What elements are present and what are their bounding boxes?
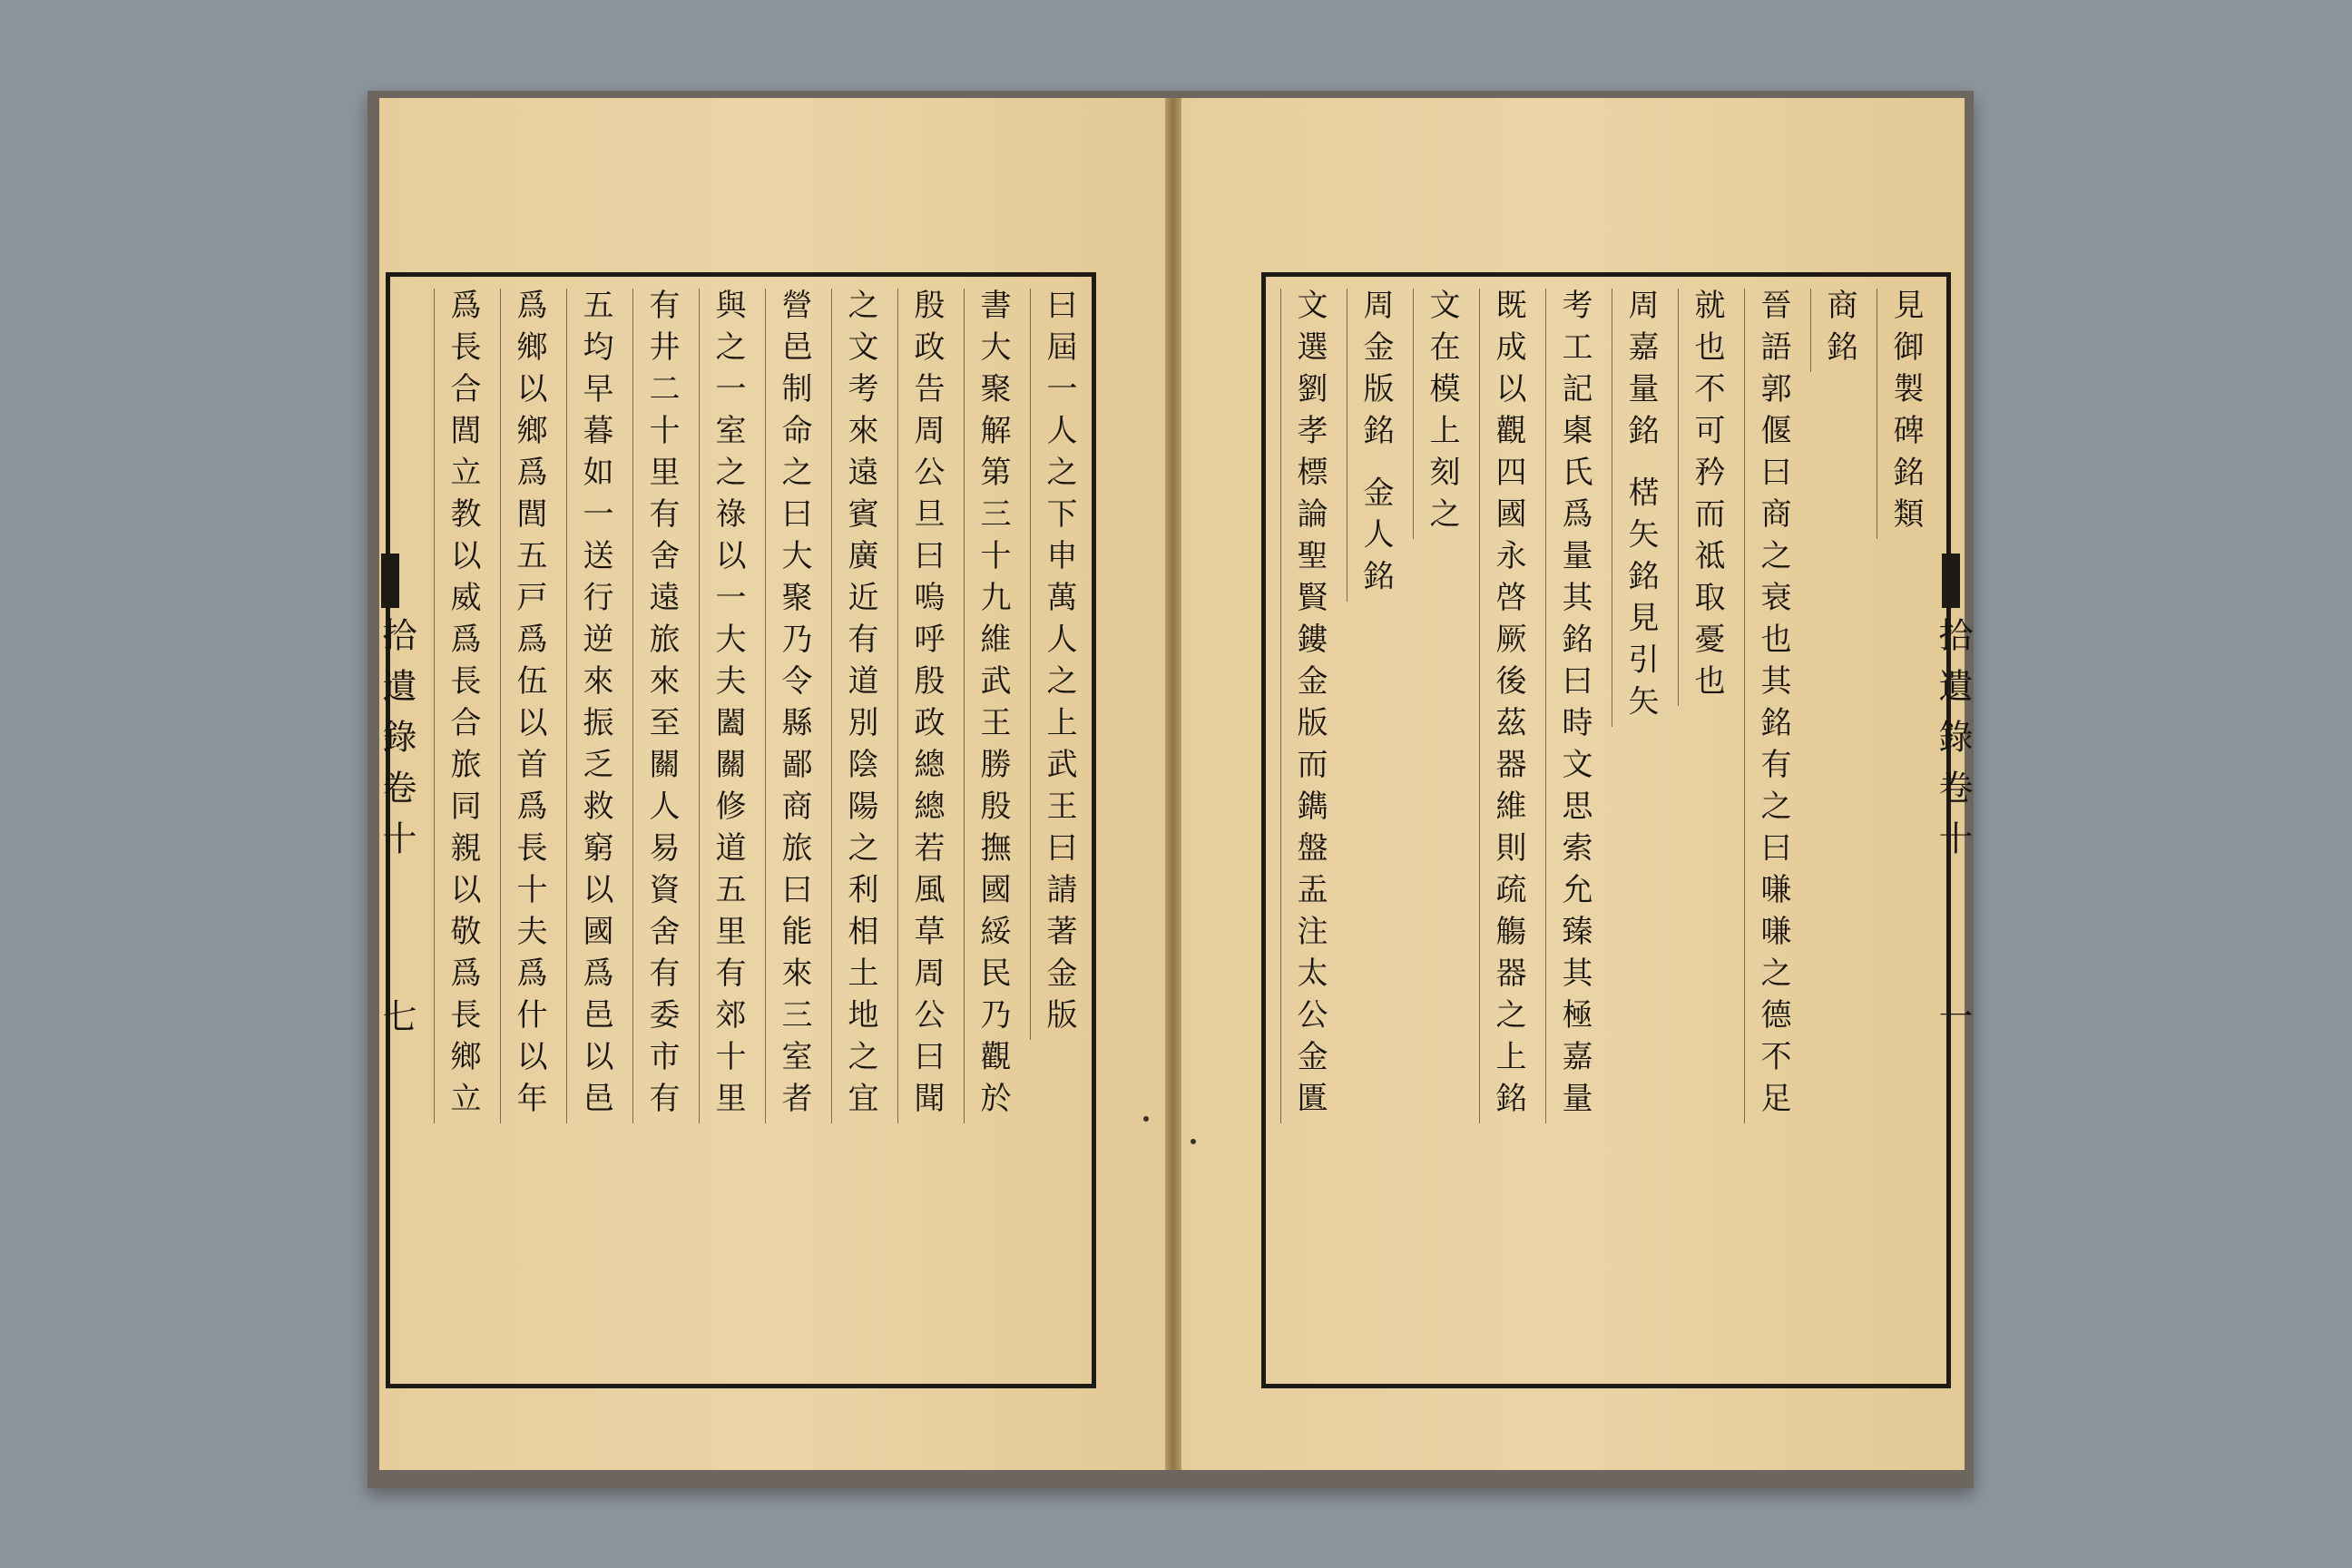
binding-hole xyxy=(1191,1139,1196,1144)
left-column-8: 五均早暮如一送行逆來振乏救窮以國爲邑以邑 xyxy=(566,289,623,1123)
left-column-10: 爲長合閭立教以威爲長合旅同親以敬爲長鄉立 xyxy=(434,289,491,1123)
right-column-10: 文選劉孝標論聖賢鏤金版而鐫盤盂注太公金匱 xyxy=(1280,289,1338,1123)
binding-hole xyxy=(1143,1116,1149,1122)
right-margin-title: 拾遺錄卷十 xyxy=(1933,617,1973,871)
right-margin-fishtail xyxy=(1942,554,1960,608)
right-column-8: 文在模上刻之 xyxy=(1413,289,1470,539)
right-column-2: 商銘 xyxy=(1810,289,1867,372)
right-column-7: 既成以觀四國永啓厥後茲器維則疏觴器之上銘 xyxy=(1479,289,1536,1123)
left-column-2: 書大聚解第三十九維武王勝殷撫國綏民乃觀於 xyxy=(964,289,1021,1123)
left-column-3: 殷政告周公旦曰嗚呼殷政總總若風草周公曰聞 xyxy=(897,289,955,1123)
right-column-1: 見御製碑銘類 xyxy=(1877,289,1934,539)
left-margin-page-number: 七 xyxy=(377,998,416,1049)
left-column-1: 曰屆一人之下申萬人之上武王曰請著金版 xyxy=(1030,289,1087,1040)
right-column-6: 考工記㮚氏爲量其銘曰時文思索允臻其極嘉量 xyxy=(1545,289,1602,1123)
left-column-4: 之文考來遠賓廣近有道別陰陽之利相土地之宜 xyxy=(831,289,888,1123)
left-margin-title: 拾遺錄卷十 xyxy=(377,617,416,871)
left-margin-fishtail xyxy=(381,554,399,608)
left-column-6: 與之一室之祿以一大夫闔關修道五里有郊十里 xyxy=(699,289,756,1123)
left-column-9: 爲鄉以鄉爲閭五戸爲伍以首爲長十夫爲什以年 xyxy=(500,289,557,1123)
left-column-5: 營邑制命之曰大聚乃令縣鄙商旅曰能來三室者 xyxy=(765,289,822,1123)
right-column-4: 就也不可矜而祗取憂也 xyxy=(1678,289,1735,706)
right-column-5: 周嘉量銘 楛矢銘見引矢 xyxy=(1612,289,1669,727)
right-column-9: 周金版銘 金人銘 xyxy=(1347,289,1404,602)
left-column-7: 有井二十里有舍遠旅來至關人易資舍有委市有 xyxy=(632,289,690,1123)
book-spine xyxy=(1165,98,1181,1470)
right-margin-page-number: 一 xyxy=(1933,998,1973,1049)
right-column-3: 晉語郭偃曰商之衰也其銘有之曰嗛嗛之德不足 xyxy=(1744,289,1801,1123)
